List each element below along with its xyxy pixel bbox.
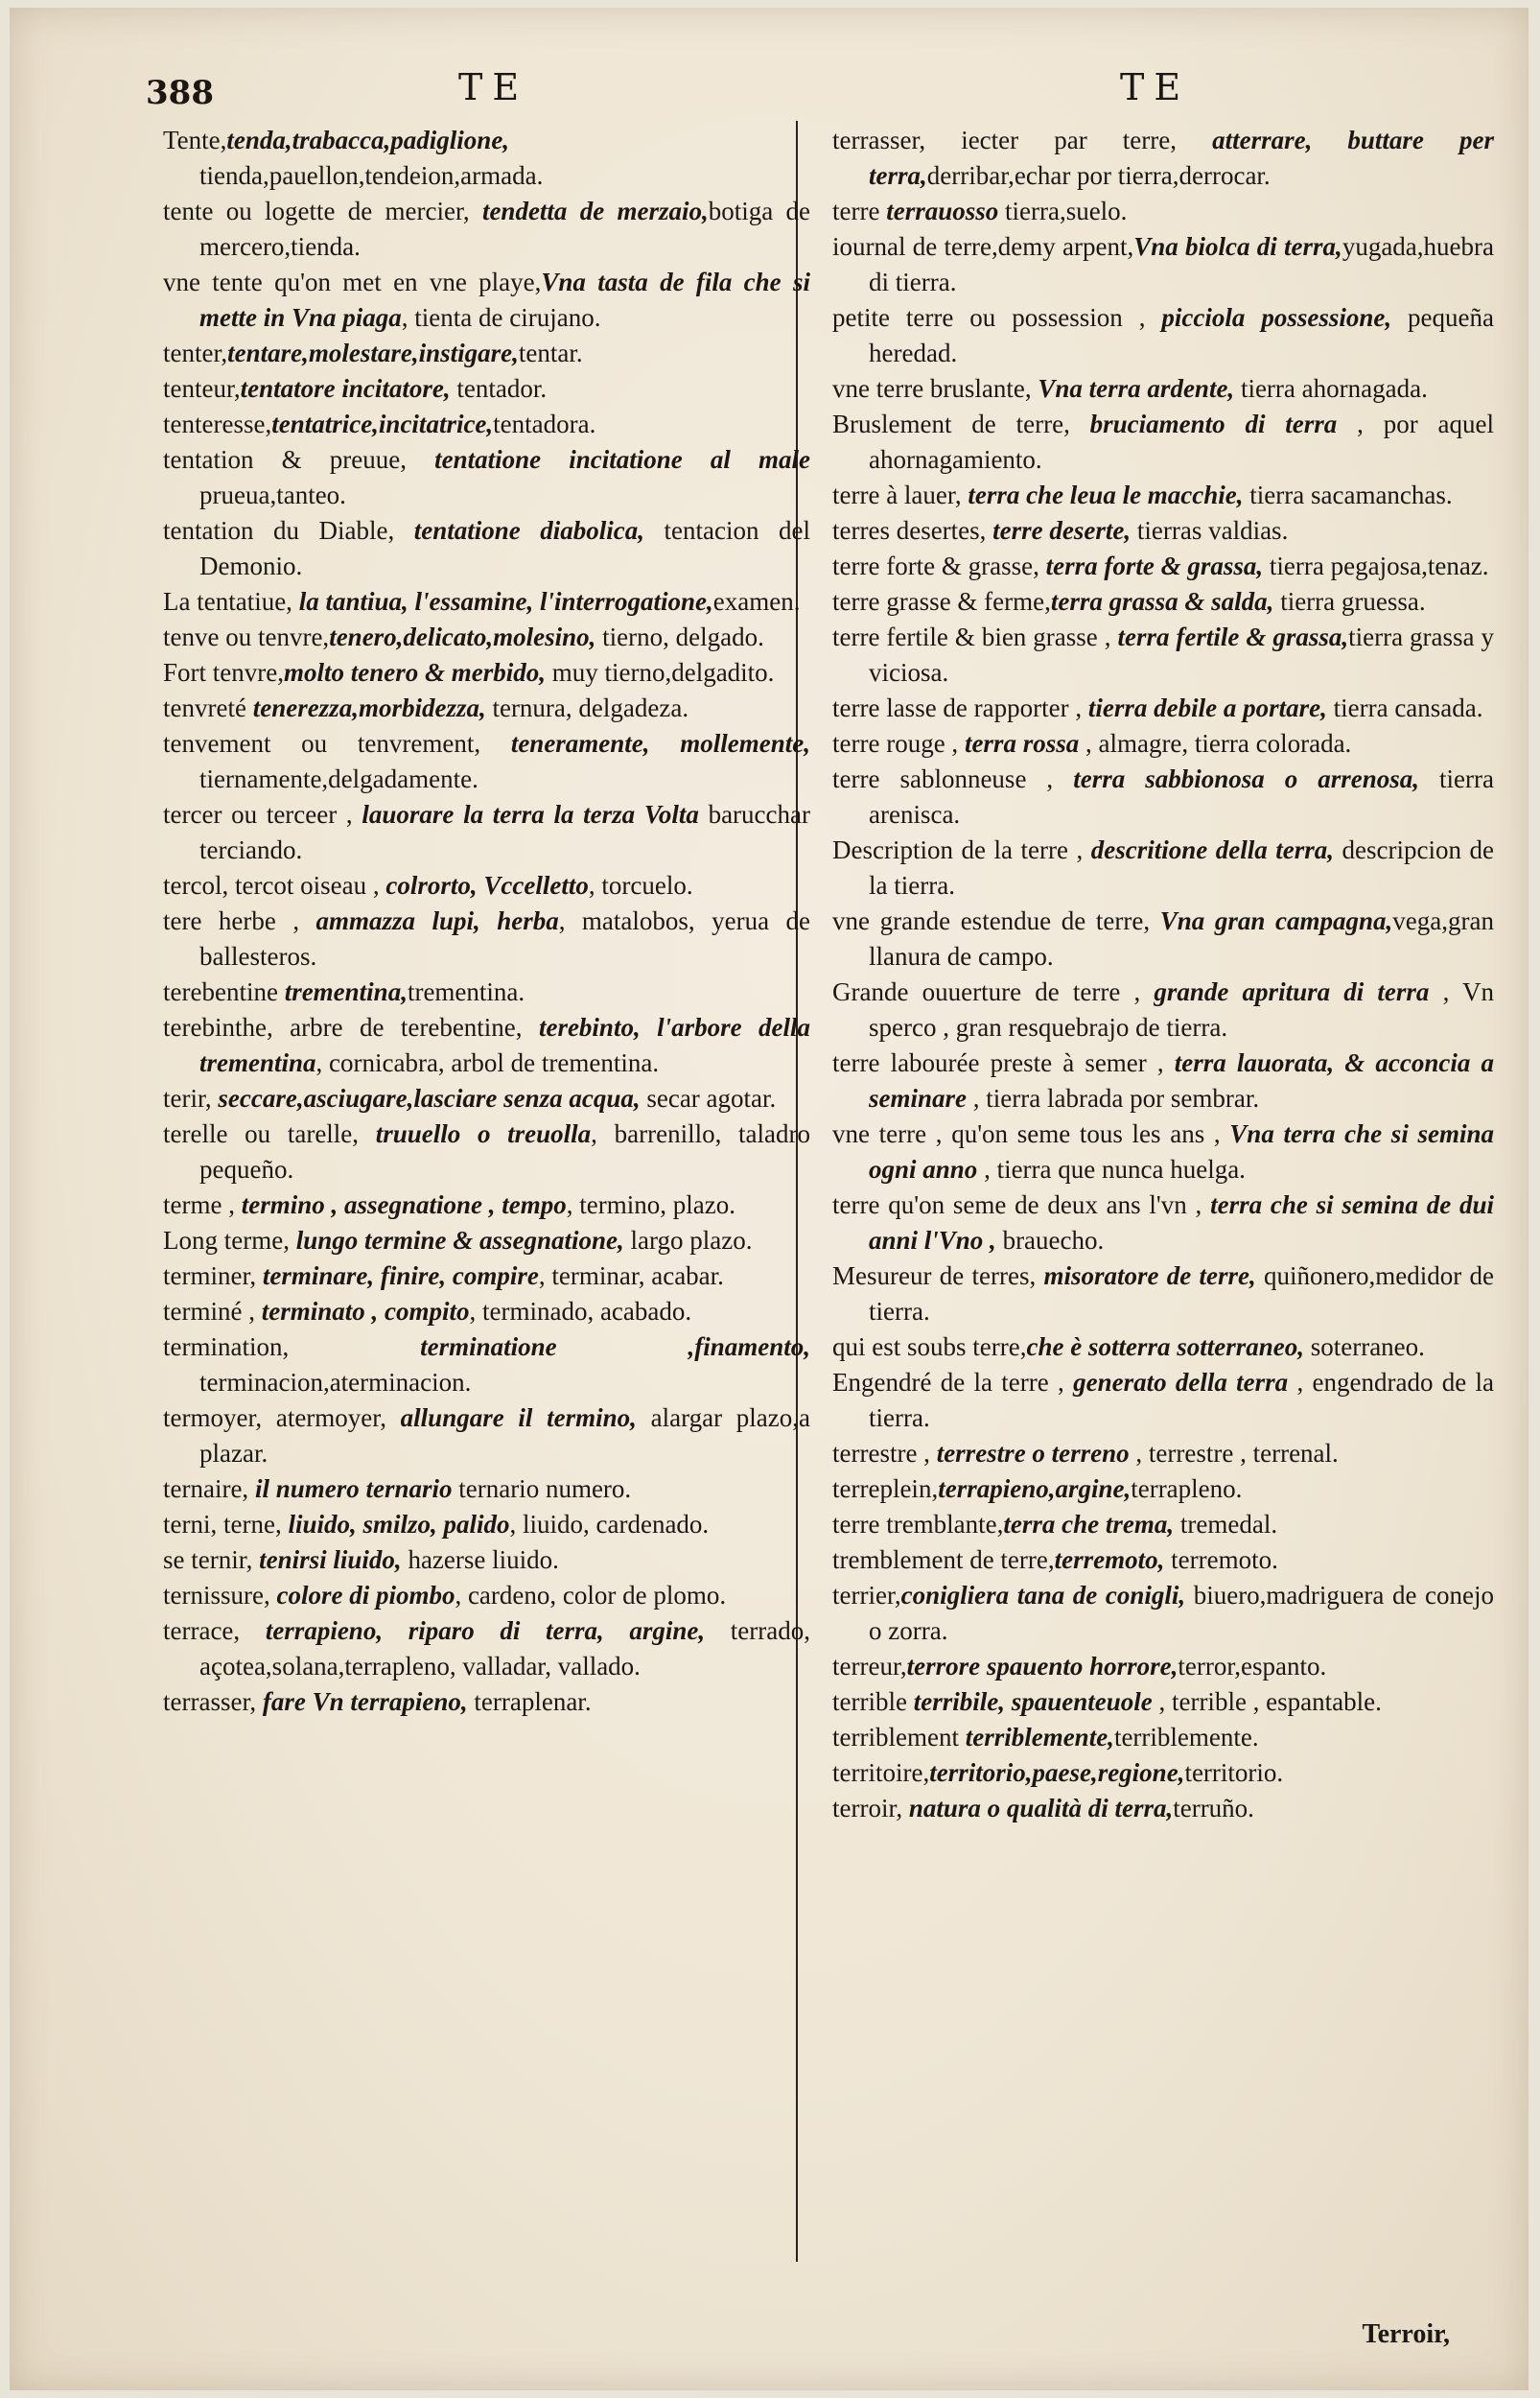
- dictionary-entry: [163, 1258, 810, 1294]
- entry-italian: terribile, spauenteuole: [913, 1687, 1153, 1716]
- entry-french: terre fertile & bien grasse ,: [832, 623, 1118, 651]
- entry-italian: Vna terra ardente,: [1038, 374, 1235, 403]
- dictionary-entry: [163, 336, 810, 371]
- entry-spanish: , barrenillo, taladro pequeño.: [199, 1119, 810, 1184]
- entry-spanish: examen.: [712, 587, 801, 616]
- entry-french: vne terre bruslante,: [832, 374, 1038, 403]
- left-column: [163, 123, 810, 1720]
- entry-french: terelle ou tarelle,: [163, 1119, 376, 1148]
- dictionary-entry: [832, 1755, 1494, 1791]
- entry-spanish: , terminado, acabado.: [469, 1297, 692, 1326]
- catchword: Terroir,: [1362, 2319, 1450, 2349]
- dictionary-entry: [832, 123, 1494, 194]
- entry-italian: territorio,paese,regione,: [929, 1758, 1185, 1787]
- entry-spanish: , Vn sperco , gran resquebrajo de tierra.: [869, 977, 1494, 1042]
- entry-italian: terre deserte,: [992, 516, 1132, 545]
- entry-french: terrier,: [832, 1581, 901, 1610]
- entry-french: terrestre ,: [832, 1439, 937, 1468]
- entry-french: vne terre , qu'on seme tous les ans ,: [832, 1119, 1230, 1148]
- dictionary-entry: [163, 1223, 810, 1258]
- entry-french: tentation du Diable,: [163, 516, 414, 545]
- entry-italian: terra fertile & grassa,: [1117, 623, 1349, 651]
- dictionary-entry: [832, 371, 1494, 407]
- dictionary-entry: [832, 1436, 1494, 1471]
- dictionary-entry: [832, 1117, 1494, 1187]
- entry-french: terre sablonneuse ,: [832, 764, 1074, 793]
- entry-french: terminé ,: [163, 1297, 262, 1326]
- dictionary-entry: [832, 1471, 1494, 1507]
- entry-italian: liuido, smilzo, palido: [288, 1510, 510, 1539]
- entry-italian: descritione della terra,: [1090, 835, 1335, 864]
- entry-italian: tentatore incitatore,: [240, 374, 451, 403]
- entry-italian: terminare, finire, compire: [262, 1261, 539, 1290]
- entry-spanish: terraplenar.: [467, 1687, 592, 1716]
- dictionary-entry: [163, 1294, 810, 1329]
- dictionary-entry: [832, 1365, 1494, 1436]
- entry-spanish: botiga de mercero,tienda.: [199, 197, 810, 261]
- entry-spanish: , tierra labrada por sembrar.: [967, 1084, 1260, 1113]
- entry-italian: teneramente, mollemente,: [510, 729, 810, 758]
- entry-french: tere herbe ,: [163, 906, 316, 935]
- entry-french: terebentine: [163, 977, 285, 1006]
- entry-italian: terminatione ,finamento,: [420, 1332, 810, 1361]
- dictionary-entry: [832, 904, 1494, 975]
- dictionary-entry: [832, 620, 1494, 691]
- entry-french: territoire,: [832, 1758, 930, 1787]
- dictionary-entry: [832, 833, 1494, 904]
- entry-spanish: terremoto.: [1164, 1545, 1278, 1574]
- entry-french: qui est soubs terre,: [832, 1332, 1027, 1361]
- entry-italian: terremoto,: [1054, 1545, 1165, 1574]
- entry-spanish: ternura, delgadeza.: [485, 694, 689, 722]
- entry-french: petite terre ou possession ,: [832, 303, 1162, 332]
- entry-french: terre rouge ,: [832, 729, 965, 758]
- entry-spanish: tentar.: [518, 339, 583, 367]
- entry-french: tenteresse,: [163, 410, 272, 438]
- entry-spanish: barucchar terciando.: [199, 800, 810, 864]
- entry-spanish: , torcuelo.: [588, 871, 693, 900]
- dictionary-entry: [832, 691, 1494, 726]
- dictionary-entry: [832, 1684, 1494, 1720]
- entry-french: vne tente qu'on met en vne playe,: [163, 268, 542, 296]
- entry-italian: terra forte & grassa,: [1045, 552, 1264, 580]
- entry-italian: terra che si semina de dui anni l'Vno ,: [869, 1190, 1494, 1255]
- entry-french: vne grande estendue de terre,: [832, 906, 1160, 935]
- entry-spanish: derribar,echar por tierra,derrocar.: [926, 161, 1271, 190]
- entry-french: tenteur,: [163, 374, 241, 403]
- entry-italian: Vna terra che si semina ogni anno: [869, 1119, 1494, 1184]
- entry-italian: bruciamento di terra: [1089, 410, 1338, 438]
- dictionary-entry: [163, 1329, 810, 1400]
- entry-italian: lungo termine & assegnatione,: [295, 1226, 624, 1255]
- dictionary-entry: [832, 762, 1494, 833]
- dictionary-entry: [832, 1542, 1494, 1578]
- entry-french: terre à lauer,: [832, 481, 968, 509]
- entry-french: tenter,: [163, 339, 228, 367]
- dictionary-entry: [832, 478, 1494, 513]
- entry-spanish: terminacion,aterminacion.: [199, 1368, 472, 1397]
- page-header: [10, 60, 1528, 118]
- entry-french: terrasser, iecter par terre,: [832, 126, 1213, 154]
- entry-spanish: tentadora.: [493, 410, 596, 438]
- entry-italian: che è sotterra sotterraneo,: [1026, 1332, 1304, 1361]
- entry-french: terre grasse & ferme,: [832, 587, 1051, 616]
- entry-spanish: tremedal.: [1174, 1510, 1278, 1539]
- entry-italian: terra grassa & salda,: [1050, 587, 1274, 616]
- entry-spanish: tierras valdias.: [1131, 516, 1289, 545]
- entry-spanish: quiñonero,medidor de tierra.: [869, 1261, 1494, 1326]
- dictionary-entry: [163, 407, 810, 442]
- entry-italian: fare Vn terrapieno,: [262, 1687, 468, 1716]
- dictionary-page: [10, 8, 1528, 2390]
- entry-spanish: tierra grassa y viciosa.: [869, 623, 1494, 687]
- dictionary-entry: [163, 1117, 810, 1187]
- entry-spanish: vega,gran llanura de campo.: [869, 906, 1494, 971]
- entry-italian: terra lauorata, & acconcia a seminare: [869, 1048, 1494, 1113]
- entry-french: terre tremblante,: [832, 1510, 1004, 1539]
- dictionary-entry: [832, 513, 1494, 549]
- entry-spanish: alargar plazo,a plazar.: [199, 1403, 810, 1468]
- entry-italian: colrorto, Vccelletto: [385, 871, 589, 900]
- dictionary-entry: [163, 868, 810, 904]
- entry-french: terme ,: [163, 1190, 242, 1219]
- dictionary-entry: [163, 584, 810, 620]
- entry-spanish: yugada,huebra di tierra.: [869, 232, 1494, 296]
- entry-french: tentation & preuue,: [163, 445, 435, 474]
- dictionary-entry: [832, 975, 1494, 1046]
- entry-italian: tentatione diabolica,: [413, 516, 645, 545]
- entry-french: terni, terne,: [163, 1510, 289, 1539]
- entry-italian: grande apritura di terra: [1154, 977, 1430, 1006]
- dictionary-entry: [832, 1507, 1494, 1542]
- dictionary-entry: [163, 265, 810, 336]
- entry-spanish: terror,espanto.: [1178, 1652, 1327, 1681]
- entry-spanish: terriblemente.: [1113, 1723, 1259, 1751]
- entry-spanish: , matalobos, yerua de ballesteros.: [199, 906, 811, 971]
- right-column: [832, 123, 1494, 1826]
- entry-spanish: tierra gruessa.: [1273, 587, 1426, 616]
- entry-spanish: terrado, açotea,solana,terrapleno, valladar, vallado.: [199, 1616, 810, 1681]
- entry-spanish: prueua,tanteo.: [199, 481, 346, 509]
- entry-french: terir,: [163, 1084, 219, 1113]
- entry-spanish: , por aquel ahornagamiento.: [869, 410, 1494, 474]
- entry-french: Description de la terre ,: [832, 835, 1091, 864]
- entry-spanish: ternario numero.: [452, 1474, 632, 1503]
- entry-french: terre lasse de rapporter ,: [832, 694, 1088, 722]
- entry-italian: Vna biolca di terra,: [1133, 232, 1342, 261]
- entry-french: tercer ou terceer ,: [163, 800, 362, 829]
- entry-spanish: tentacion del Demonio.: [199, 516, 810, 580]
- dictionary-entry: [832, 1258, 1494, 1329]
- entry-french: ternaire,: [163, 1474, 255, 1503]
- dictionary-entry: [163, 371, 810, 407]
- entry-french: Fort tenvre,: [163, 658, 284, 687]
- entry-italian: terminato , compito: [261, 1297, 470, 1326]
- entry-italian: lauorare la terra la terza Volta: [362, 800, 699, 829]
- entry-italian: tentatione incitatione al male: [434, 445, 810, 474]
- entry-french: terroir,: [832, 1794, 909, 1822]
- entry-spanish: , liuido, cardenado.: [509, 1510, 710, 1539]
- entry-french: terminer,: [163, 1261, 263, 1290]
- dictionary-entry: [832, 300, 1494, 371]
- entry-french: tercol, tercot oiseau ,: [163, 871, 386, 900]
- entry-spanish: tiernamente,delgadamente.: [199, 764, 478, 793]
- entry-italian: Vna gran campagna,: [1159, 906, 1393, 935]
- entry-french: Mesureur de terres,: [832, 1261, 1044, 1290]
- dictionary-entry: [832, 1649, 1494, 1684]
- dictionary-entry: [163, 1081, 810, 1117]
- entry-spanish: , terrible , espantable.: [1152, 1687, 1382, 1716]
- entry-french: tenvreté: [163, 694, 253, 722]
- running-head-left: TE: [458, 66, 529, 108]
- entry-italian: terra che leua le macchie,: [968, 481, 1244, 509]
- entry-spanish: secar agotar.: [640, 1084, 777, 1113]
- dictionary-entry: [163, 655, 810, 691]
- entry-italian: terrestre o terreno: [936, 1439, 1130, 1468]
- entry-spanish: tierra sacamanchas.: [1243, 481, 1453, 509]
- entry-french: terrace,: [163, 1616, 266, 1645]
- entry-italian: terriblemente,: [965, 1723, 1114, 1751]
- entry-italian: terrore spauento horrore,: [906, 1652, 1178, 1681]
- entry-italian: la tantiua, l'essamine, l'interrogatione,: [298, 587, 713, 616]
- entry-italian: tendetta de merzaio,: [481, 197, 709, 225]
- entry-italian: molto tenero & merbido,: [283, 658, 546, 687]
- dictionary-entry: [163, 1471, 810, 1507]
- entry-spanish: brauecho.: [995, 1226, 1105, 1255]
- entry-french: Tente,: [163, 126, 227, 154]
- dictionary-entry: [832, 194, 1494, 229]
- dictionary-entry: [163, 691, 810, 726]
- entry-french: Long terme,: [163, 1226, 296, 1255]
- entry-italian: il numero ternario: [254, 1474, 453, 1503]
- entry-spanish: territorio.: [1184, 1758, 1284, 1787]
- dictionary-entry: [163, 1684, 810, 1720]
- entry-french: tente ou logette de mercier,: [163, 197, 482, 225]
- running-head-right: TE: [1120, 66, 1191, 108]
- entry-italian: picciola possessione,: [1161, 303, 1392, 332]
- dictionary-entry: [832, 1187, 1494, 1258]
- entry-italian: ammazza lupi, herba: [315, 906, 559, 935]
- entry-italian: atterrare, buttare per terra,: [869, 126, 1494, 190]
- entry-italian: natura o qualità di terra,: [908, 1794, 1174, 1822]
- dictionary-entry: [163, 123, 810, 194]
- entry-french: Engendré de la terre ,: [832, 1368, 1074, 1397]
- dictionary-entry: [163, 194, 810, 265]
- entry-spanish: , cardeno, color de plomo.: [455, 1581, 727, 1610]
- entry-spanish: tierno, delgado.: [595, 623, 764, 651]
- entry-italian: tentare,molestare,instigare,: [227, 339, 519, 367]
- entry-spanish: , tierra que nunca huelga.: [977, 1155, 1246, 1184]
- entry-french: terreplein,: [832, 1474, 939, 1503]
- dictionary-entry: [832, 229, 1494, 300]
- entry-french: terebinthe, arbre de terebentine,: [163, 1013, 539, 1042]
- entry-french: terrible: [832, 1687, 914, 1716]
- dictionary-entry: [163, 904, 810, 975]
- entry-french: terres desertes,: [832, 516, 993, 545]
- entry-spanish: tierra arenisca.: [869, 764, 1495, 829]
- entry-french: terre qu'on seme de deux ans l'vn ,: [832, 1190, 1211, 1219]
- entry-spanish: hazerse liuido.: [401, 1545, 559, 1574]
- entry-french: tremblement de terre,: [832, 1545, 1055, 1574]
- dictionary-entry: [832, 1791, 1494, 1826]
- entry-french: tenve ou tenvre,: [163, 623, 330, 651]
- page-number: 388: [146, 74, 214, 112]
- entry-spanish: tierra cansada.: [1326, 694, 1483, 722]
- entry-french: Bruslement de terre,: [832, 410, 1090, 438]
- dictionary-entry: [163, 975, 810, 1010]
- entry-french: termoyer, atermoyer,: [163, 1403, 401, 1432]
- dictionary-entry: [163, 620, 810, 655]
- dictionary-entry: [163, 1010, 810, 1081]
- dictionary-entry: [832, 1578, 1494, 1649]
- entry-italian: terrapieno, riparo di terra, argine,: [265, 1616, 706, 1645]
- dictionary-entry: [832, 407, 1494, 478]
- entry-italian: terebinto, l'arbore della trementina: [199, 1013, 811, 1077]
- entry-french: se ternir,: [163, 1545, 260, 1574]
- entry-spanish: , almagre, tierra colorada.: [1079, 729, 1352, 758]
- entry-french: iournal de terre,demy arpent,: [832, 232, 1134, 261]
- dictionary-entry: [832, 1046, 1494, 1117]
- entry-spanish: trementina.: [407, 977, 525, 1006]
- entry-spanish: , tienta de cirujano.: [401, 303, 601, 332]
- dictionary-entry: [163, 1400, 810, 1471]
- entry-italian: termino , assegnatione , tempo: [241, 1190, 567, 1219]
- entry-italian: Vna tasta de fila che si mette in Vna piaga: [199, 268, 810, 332]
- dictionary-entry: [163, 1613, 810, 1684]
- entry-italian: terra sabbionosa o arrenosa,: [1073, 764, 1420, 793]
- dictionary-entry: [832, 584, 1494, 620]
- entry-italian: tentatrice,incitatrice,: [271, 410, 494, 438]
- entry-french: terrasser,: [163, 1687, 263, 1716]
- entry-spanish: , terminar, acabar.: [538, 1261, 724, 1290]
- entry-spanish: tienda,pauellon,tendeion,armada.: [199, 161, 544, 190]
- entry-italian: trementina,: [284, 977, 408, 1006]
- dictionary-entry: [832, 549, 1494, 584]
- entry-italian: misoratore de terre,: [1043, 1261, 1256, 1290]
- entry-spanish: pequeña heredad.: [869, 303, 1494, 367]
- entry-italian: terrauosso: [886, 197, 999, 225]
- entry-italian: truuello o treuolla: [375, 1119, 592, 1148]
- entry-spanish: tierra,suelo.: [998, 197, 1128, 225]
- entry-spanish: largo plazo.: [623, 1226, 753, 1255]
- dictionary-entry: [163, 1578, 810, 1613]
- entry-spanish: tierra pegajosa,tenaz.: [1263, 552, 1489, 580]
- entry-french: ternissure,: [163, 1581, 277, 1610]
- entry-french: terriblement: [832, 1723, 966, 1751]
- entry-spanish: , cornicabra, arbol de trementina.: [315, 1048, 660, 1077]
- entry-italian: tenerezza,morbidezza,: [252, 694, 486, 722]
- entry-italian: terra che trema,: [1003, 1510, 1175, 1539]
- entry-italian: allungare il termino,: [400, 1403, 637, 1432]
- entry-italian: seccare,asciugare,lasciare senza acqua,: [218, 1084, 641, 1113]
- entry-italian: tenero,delicato,molesino,: [329, 623, 596, 651]
- entry-italian: conigliera tana de conigli,: [900, 1581, 1186, 1610]
- entry-spanish: biuero,madriguera de conejo o zorra.: [869, 1581, 1494, 1645]
- dictionary-entry: [832, 1720, 1494, 1755]
- dictionary-entry: [832, 1329, 1494, 1365]
- entry-spanish: tentador.: [450, 374, 548, 403]
- entry-spanish: muy tierno,delgadito.: [545, 658, 775, 687]
- entry-italian: tenda,trabacca,padiglione,: [226, 126, 510, 154]
- entry-french: La tentatiue,: [163, 587, 299, 616]
- entry-italian: tierra debile a portare,: [1087, 694, 1327, 722]
- dictionary-entry: [163, 797, 810, 868]
- entry-spanish: terruño.: [1173, 1794, 1254, 1822]
- dictionary-entry: [163, 1187, 810, 1223]
- entry-spanish: tierra ahornagada.: [1234, 374, 1428, 403]
- entry-italian: generato della terra: [1073, 1368, 1289, 1397]
- dictionary-entry: [163, 1542, 810, 1578]
- entry-spanish: , terrestre , terrenal.: [1129, 1439, 1339, 1468]
- entry-french: termination,: [163, 1332, 421, 1361]
- dictionary-entry: [832, 726, 1494, 762]
- entry-french: terre: [832, 197, 887, 225]
- entry-italian: terra rossa: [964, 729, 1080, 758]
- entry-spanish: , engendrado de la tierra.: [869, 1368, 1495, 1432]
- entry-spanish: , termino, plazo.: [566, 1190, 735, 1219]
- entry-french: terreur,: [832, 1652, 907, 1681]
- entry-french: terre labourée preste à semer ,: [832, 1048, 1175, 1077]
- entry-italian: colore di piombo: [276, 1581, 455, 1610]
- entry-spanish: terrapleno.: [1131, 1474, 1243, 1503]
- dictionary-entry: [163, 442, 810, 513]
- dictionary-entry: [163, 726, 810, 797]
- entry-french: terre forte & grasse,: [832, 552, 1046, 580]
- entry-italian: tenirsi liuido,: [259, 1545, 402, 1574]
- entry-french: tenvement ou tenvrement,: [163, 729, 511, 758]
- dictionary-entry: [163, 1507, 810, 1542]
- entry-french: Grande ouuerture de terre ,: [832, 977, 1155, 1006]
- entry-italian: terrapieno,argine,: [938, 1474, 1132, 1503]
- entry-spanish: soterraneo.: [1303, 1332, 1425, 1361]
- dictionary-entry: [163, 513, 810, 584]
- entry-spanish: descripcion de la tierra.: [869, 835, 1494, 900]
